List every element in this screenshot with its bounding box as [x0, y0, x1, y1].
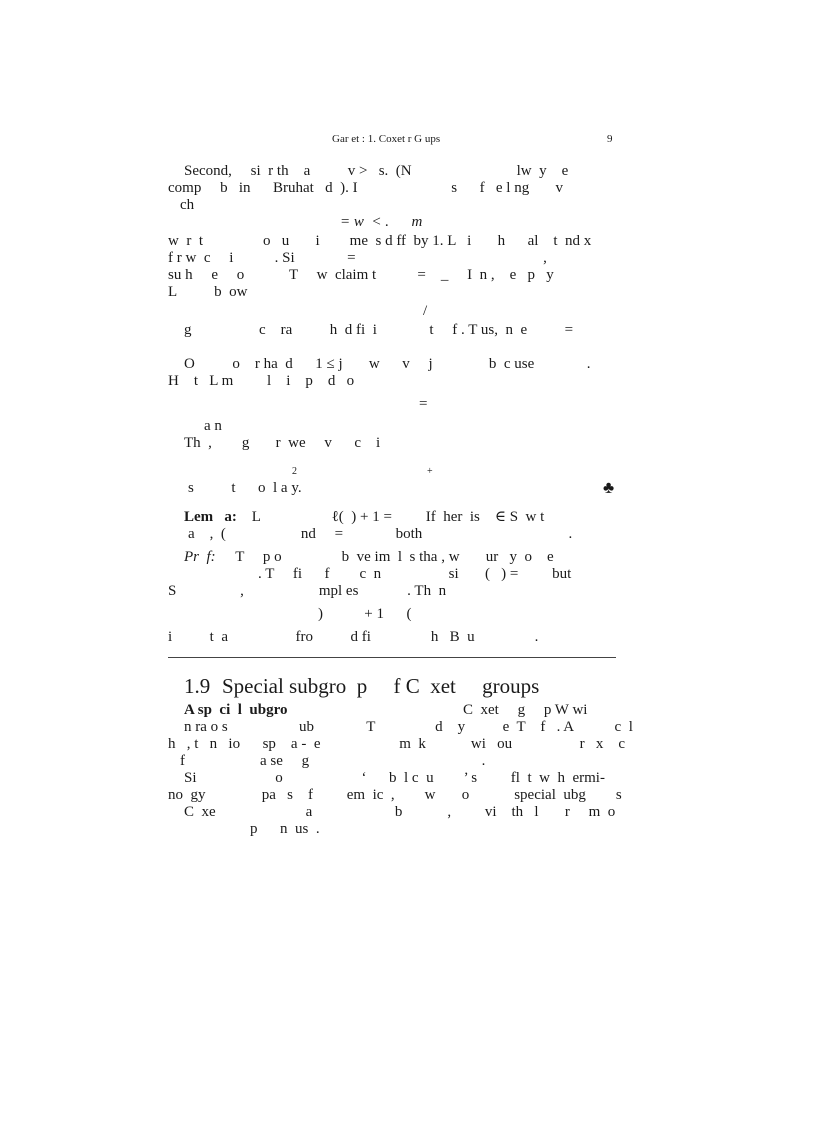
display-equation: 2 +: [292, 466, 433, 477]
running-title: Gar et : 1. Coxet r G ups: [332, 133, 441, 145]
page-number: 9: [607, 133, 613, 145]
qed-symbol: ♣: [603, 478, 615, 497]
text-line: h , t n io sp a - e m k wi ou r x c: [168, 736, 626, 752]
text-line: O o r ha d 1 ≤ j w v j b c use .: [184, 356, 591, 372]
text-line: T p o b ve im l s tha , w ur y o e: [228, 549, 554, 565]
text-line: a n: [204, 418, 222, 434]
display-equation: = w < . m: [340, 214, 423, 230]
text-line: a , ( nd = both .: [188, 526, 573, 542]
text-line: C xet g p W wi: [298, 702, 588, 718]
text-line: comp b in Bruhat d ). I s f e l ng v: [168, 180, 563, 196]
lemma-label: Lem a:: [184, 509, 237, 525]
text-line: p n us .: [250, 821, 320, 837]
text-line: . T fi f c n si ( ) = but: [258, 566, 572, 582]
section-divider: [168, 657, 616, 658]
text-line: C xe a b , vi th l r m o: [184, 804, 616, 820]
text-line: Th , g r we v c i: [184, 435, 381, 451]
section-title: Special subgro p f C xet groups: [222, 674, 540, 698]
text-line: f r w c i . Si = ,: [168, 250, 547, 266]
text-line: L ℓ( ) + 1 = If her is ∈ S w t: [248, 509, 545, 525]
text-line: f a se g .: [180, 753, 486, 769]
definition-term: A sp ci l ubgro: [184, 702, 288, 718]
text-line: i t a fro d fi h B u .: [168, 629, 539, 645]
display-equation: =: [419, 396, 428, 412]
text-line: L b ow: [168, 284, 248, 300]
text-line: g c ra h d fi i t f . T us, n e =: [184, 322, 574, 338]
text-line: H t L m l i p d o: [168, 373, 355, 389]
text-line: w r t o u i me s d ff by 1. L i h al t nd x: [168, 233, 592, 249]
proof-label: Pr f:: [184, 549, 216, 565]
display-equation: ) + 1 (: [318, 606, 412, 622]
text-line: Second, si r th a v > s. (N lw y e: [184, 163, 569, 179]
text-line: s t o l a y.: [188, 480, 302, 496]
text-line: S , mpl es . Th n: [168, 583, 447, 599]
text-line: su h e o T w claim t = _ I n , e p y: [168, 267, 554, 283]
text-line: no gy pa s f em ic , w o special ubg s: [168, 787, 622, 803]
section-number: 1.9: [184, 674, 211, 698]
display-equation: /: [423, 303, 428, 319]
text-line: ch: [180, 197, 195, 213]
text-line: n ra o s ub T d y e T f . A c l: [184, 719, 633, 735]
text-line: Si o ‘ b l c u ’ s fl t w h ermi-: [184, 770, 605, 786]
